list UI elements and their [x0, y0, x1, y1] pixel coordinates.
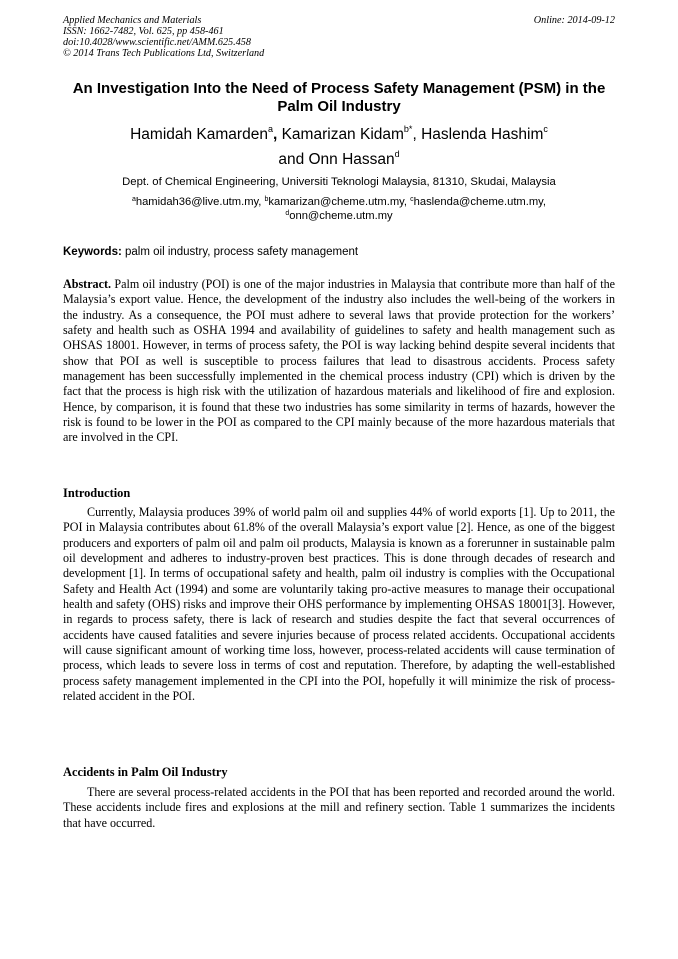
issn-line: ISSN: 1662-7482, Vol. 625, pp 458-461 [63, 26, 224, 37]
abstract-text: Palm oil industry (POI) is one of the major industries in Malaysia that contribute more than half of the Malaysia’s export value. Hence, the development of the industry also includes the well-being of the workers in the industry. As a consequence, the POI must adhere to several laws that provide protection for the workers’ safety and health such as OSHA 1994 and availability of guidelines to safety and health management such as OHSAS 18001. However, in terms of process safety, the POI is way lacking behind despite several incidents that show that POI as well is susceptible to process failures that lead to disastrous accidents. Process safety management has been successfully implemented in the chemical process industry (CPI) which is driven by the fact that the process is high risk with the utilization of hazardous materials and likelihood of fire and explosion. Hence, by comparison, it is found that these two industries has some similarity in terms of hazards, however the risk is found to be lower in the POI as compared to the CPI mainly because of the more hazardous materials that are involved in the CPI. [63, 277, 615, 445]
journal-header [63, 15, 615, 59]
author-affil-mark: c [543, 124, 548, 134]
author-name: Haslenda Hashim [421, 126, 544, 143]
introduction-paragraph: Currently, Malaysia produces 39% of world palm oil and supplies 44% of world exports [1]. Up to 2011, the POI in Malaysia contributes about 61.8% of the overall Malaysia’s export value [2]. Hence, as one of the biggest producers and exporters of palm oil and palm oil products, Malaysia is known as a forerunner in sustainable palm oil development and adheres to industry-proven best practices. This is done through decades of research and development [1]. In terms of occupational safety and health, palm oil industry is complies with the Occupational Safety and Health Act (1994) and some are voluntarily taking pro-active measures to manage their occupational health and safety (OHS) risks and improve their OHS performance by implementing OHSAS 18001[3]. However, in regards to process safety, there is lack of research and studies despite the fact that several occurrences of accidents have caused fatalities and severe injuries because of process related accidents. Occupational accidents will cause significant amount of working time loss, however, process-related accidents will cause termination of process, which leads to severe loss in terms of cost and reputation. Therefore, by adapting the well-established process safety management implemented in the CPI into the POI, hopefully it will minimize the risk of process-related accident in the POI. [63, 505, 615, 704]
affiliation: Dept. of Chemical Engineering, Universiti Teknologi Malaysia, 81310, Skudai, Malaysia [122, 176, 556, 188]
copyright-line: © 2014 Trans Tech Publications Ltd, Switzerland [63, 48, 265, 59]
email-link: kamarizan@cheme.utm.my, [268, 196, 411, 208]
author-name: Hamidah Kamarden [130, 126, 268, 143]
doi-line: doi:10.4028/www.scientific.net/AMM.625.458 [63, 37, 251, 48]
abstract [63, 277, 615, 446]
keywords-label: Keywords: [63, 246, 122, 258]
author-emails: $^a$hamidah36@live.utm.my, $^b$kamarizan@cheme.utm.my, $^c$haslenda@cheme.utm.my, $^d$onn@cheme.utm.my [131, 196, 547, 222]
section-heading-accidents: Accidents in Palm Oil Industry [63, 765, 228, 779]
author-affil-mark: a [267, 124, 273, 134]
paper-title: An Investigation Into the Need of Process Safety Management (PSM) in the Palm Oil Industry [72, 80, 606, 115]
email-link: haslenda@cheme.utm.my, [413, 196, 547, 208]
author-affil-mark: b* [403, 124, 413, 134]
abstract-label: Abstract. [63, 277, 112, 291]
author-name: and Onn Hassan [278, 151, 395, 168]
section-heading-introduction: Introduction [63, 486, 131, 500]
keywords-text: palm oil industry, process safety management [121, 246, 359, 258]
email-link: hamidah36@live.utm.my, [135, 196, 265, 208]
email-link: onn@cheme.utm.my [289, 210, 393, 222]
author-list: Hamidah Kamarden$^a$, Kamarizan Kidam$^{b*}$, Haslenda Hashim$^c$ and Onn Hassan$^d$ [130, 124, 548, 168]
author-affil-mark: d [394, 149, 400, 159]
journal-name: Applied Mechanics and Materials [63, 15, 202, 26]
keywords [63, 245, 615, 259]
online-date: Online: 2014-09-12 [533, 15, 615, 26]
accidents-paragraph: There are several process-related accidents in the POI that has been reported and recorded around the world. These accidents include fires and explosions at the mill and refinery section. Table 1 summarizes the incidents that have occurred. [63, 785, 615, 830]
author-name: Kamarizan Kidam [281, 126, 404, 143]
